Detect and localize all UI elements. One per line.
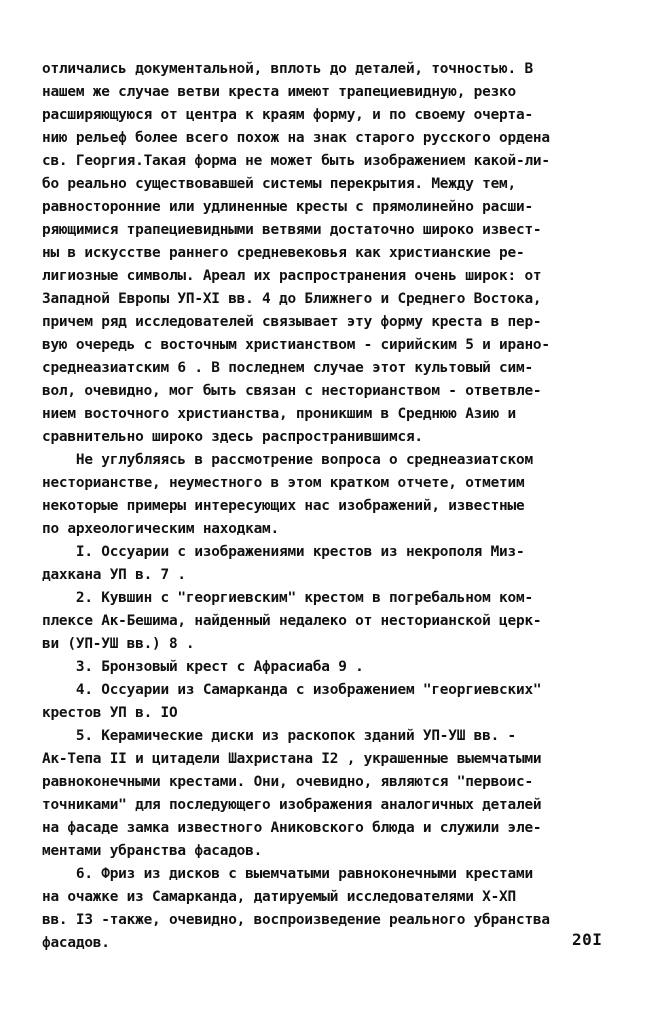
text-line: сравнительно широко здесь распространившимся. xyxy=(42,429,423,445)
text-line: вол, очевидно, мог быть связан с несторианством - ответвле- xyxy=(42,383,542,399)
text-line: бо реально существовавшей системы перекрытия. Между тем, xyxy=(42,176,516,192)
text-line: ментами убранства фасадов. xyxy=(42,843,263,859)
text-line: Западной Европы УП-XI вв. 4 до Ближнего и Среднего Востока, xyxy=(42,291,542,307)
text-line: равносторонние или удлиненные кресты с прямолинейно расши- xyxy=(42,199,533,215)
text-line: отличались документальной, вплоть до деталей, точностью. В xyxy=(42,61,533,77)
text-line: вую очередь с восточным христианством - сирийским 5 и ирано- xyxy=(42,337,550,353)
text-line: равноконечными крестами. Они, очевидно, являются "первоис- xyxy=(42,774,533,790)
text-line: по археологическим находкам. xyxy=(42,521,279,537)
text-line: на очажке из Самарканда, датируемый исследователями Х-ХП xyxy=(42,889,516,905)
page-number: 20I xyxy=(572,930,603,949)
text-line: лигиозные символы. Ареал их распространения очень широк: от xyxy=(42,268,542,284)
text-line: ны в искусстве раннего средневековья как христианские ре- xyxy=(42,245,525,261)
text-line: некоторые примеры интересующих нас изображений, известные xyxy=(42,498,525,514)
text-line: дахкана УП в. 7 . xyxy=(42,567,186,583)
text-line: 5. Керамические диски из раскопок зданий УП-УШ вв. - xyxy=(42,728,516,744)
text-line: фасадов. xyxy=(42,935,110,951)
text-line: точниками" для последующего изображения аналогичных деталей xyxy=(42,797,542,813)
text-line: на фасаде замка известного Аниковского блюда и служили эле- xyxy=(42,820,542,836)
text-line: вв. I3 -также, очевидно, воспроизведение реального убранства xyxy=(42,912,550,928)
text-line: нашем же случае ветви креста имеют трапециевидную, резко xyxy=(42,84,516,100)
text-line: ряющимися трапециевидными ветвями достаточно широко извест- xyxy=(42,222,542,238)
text-line: крестов УП в. IO xyxy=(42,705,178,721)
text-line: нием восточного христианства, проникшим в Среднюю Азию и xyxy=(42,406,516,422)
text-line: 3. Бронзовый крест с Афрасиаба 9 . xyxy=(42,659,364,675)
text-line: Не углубляясь в рассмотрение вопроса о среднеазиатском xyxy=(42,452,533,468)
text-line: плексе Ак-Бешима, найденный недалеко от несторианской церк- xyxy=(42,613,542,629)
text-line: причем ряд исследователей связывает эту форму креста в пер- xyxy=(42,314,542,330)
text-line: 4. Оссуарии из Самарканда с изображением "георгиевских" xyxy=(42,682,542,698)
text-line: I. Оссуарии с изображениями крестов из некрополя Миз- xyxy=(42,544,525,560)
text-line: св. Георгия.Такая форма не может быть изображением какой-ли- xyxy=(42,153,550,169)
text-line: ви (УП-УШ вв.) 8 . xyxy=(42,636,195,652)
text-line: 2. Кувшин с "георгиевским" крестом в погребальном ком- xyxy=(42,590,533,606)
text-line: 6. Фриз из дисков с выемчатыми равноконечными крестами xyxy=(42,866,533,882)
text-line: нию рельеф более всего похож на знак старого русского ордена xyxy=(42,130,550,146)
text-line: Ак-Тепа II и цитадели Шахристана I2 , украшенные выемчатыми xyxy=(42,751,542,767)
text-line: расширяющуюся от центра к краям форму, и по своему очерта- xyxy=(42,107,533,123)
text-line: несторианстве, неуместного в этом кратком отчете, отметим xyxy=(42,475,525,491)
text-line: среднеазиатским 6 . В последнем случае этот культовый сим- xyxy=(42,360,533,376)
